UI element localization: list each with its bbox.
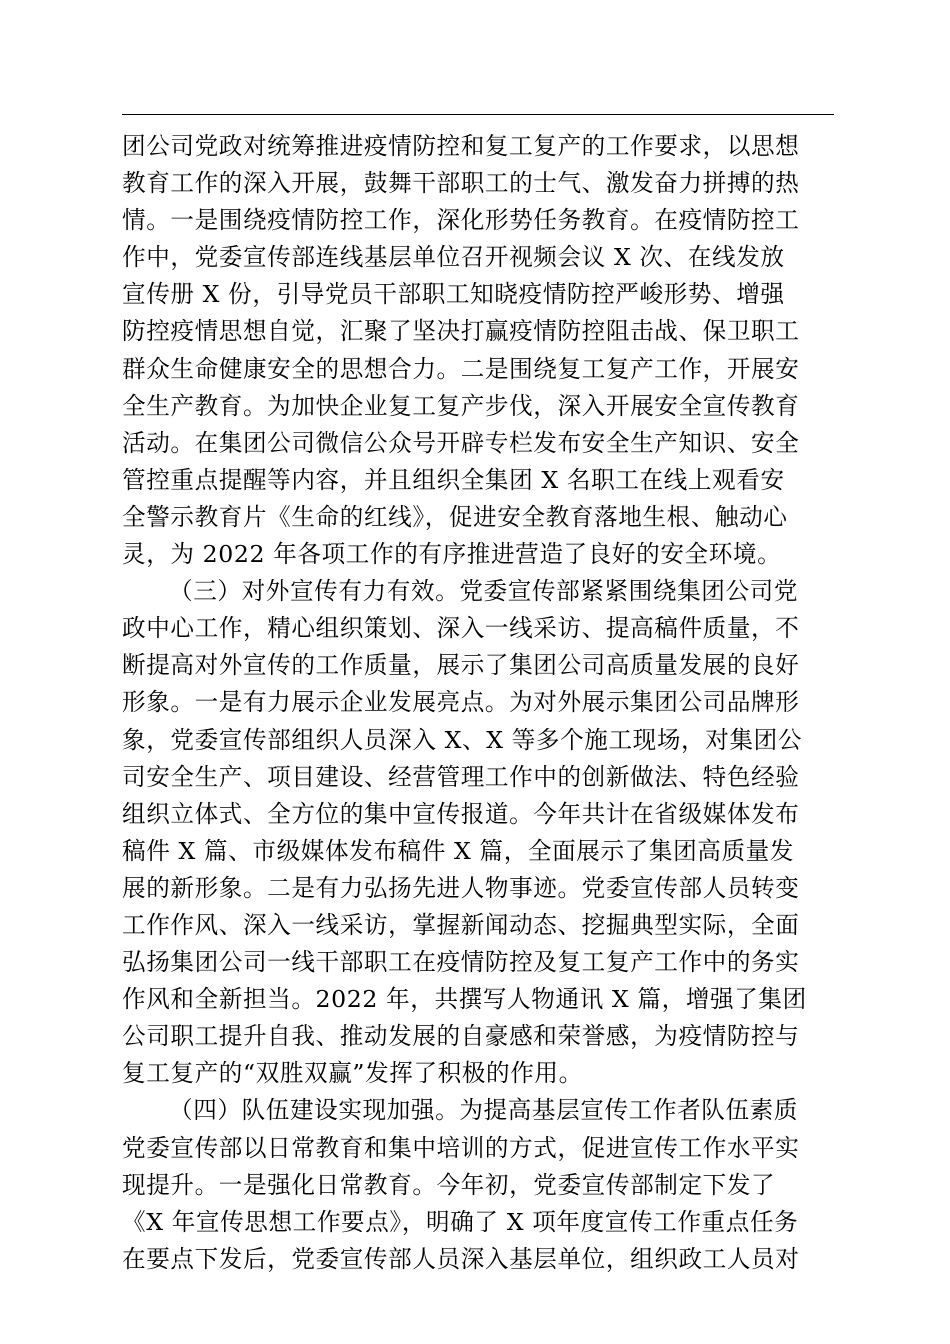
header-rule bbox=[122, 114, 834, 115]
text-line: 复工复产的“双胜双赢”发挥了积极的作用。 bbox=[122, 1059, 583, 1088]
text-line: 活动。在集团公司微信公众号开辟专栏发布安全生产知识、安全 bbox=[122, 428, 800, 457]
text-line: 象，党委宣传部组织人员深入 X、X 等多个施工现场，对集团公 bbox=[122, 725, 803, 754]
text-line: 弘扬集团公司一线干部职工在疫情防控及复工复产工作中的务实 bbox=[122, 948, 800, 977]
text-line: 情。一是围绕疫情防控工作，深化形势任务教育。在疫情防控工 bbox=[122, 206, 800, 235]
text-line: 形象。一是有力展示企业发展亮点。为对外展示集团公司品牌形 bbox=[122, 688, 800, 717]
text-line: 党委宣传部以日常教育和集中培训的方式，促进宣传工作水平实 bbox=[122, 1133, 800, 1162]
text-line: 作风和全新担当。2022 年，共撰写人物通讯 X 篇，增强了集团 bbox=[122, 985, 807, 1014]
text-line: 群众生命健康安全的思想合力。二是围绕复工复产工作，开展安 bbox=[122, 354, 800, 383]
text-line: 防控疫情思想自觉，汇聚了坚决打赢疫情防控阻击战、保卫职工 bbox=[122, 317, 800, 346]
text-line: 展的新形象。二是有力弘扬先进人物事迹。党委宣传部人员转变 bbox=[122, 873, 800, 902]
text-line: 作中，党委宣传部连线基层单位召开视频会议 X 次、在线发放 bbox=[122, 243, 785, 272]
text-line: （四）队伍建设实现加强。为提高基层宣传工作者队伍素质 bbox=[169, 1096, 799, 1125]
text-line: （三）对外宣传有力有效。党委宣传部紧紧围绕集团公司党 bbox=[169, 577, 799, 606]
text-line: 组织立体式、全方位的集中宣传报道。今年共计在省级媒体发布 bbox=[122, 799, 800, 828]
text-line: 司安全生产、项目建设、经营管理工作中的创新做法、特色经验 bbox=[122, 762, 800, 791]
text-line: 稿件 X 篇、市级媒体发布稿件 X 篇，全面展示了集团高质量发 bbox=[122, 836, 795, 865]
text-line: 在要点下发后，党委宣传部人员深入基层单位，组织政工人员对 bbox=[122, 1244, 800, 1273]
text-line: 团公司党政对统筹推进疫情防控和复工复产的工作要求，以思想 bbox=[122, 132, 800, 160]
text-line: 全生产教育。为加快企业复工复产步伐，深入开展安全宣传教育 bbox=[122, 391, 800, 420]
text-line: 管控重点提醒等内容，并且组织全集团 X 名职工在线上观看安 bbox=[122, 465, 785, 494]
text-line: 《X 年宣传思想工作要点》，明确了 X 项年度宣传工作重点任务 bbox=[122, 1207, 799, 1236]
text-line: 全警示教育片《生命的红线》，促进安全教育落地生根、触动心 bbox=[122, 502, 788, 531]
text-line: 断提高对外宣传的工作质量，展示了集团公司高质量发展的良好 bbox=[122, 651, 800, 680]
text-line: 宣传册 X 份，引导党员干部职工知晓疫情防控严峻形势、增强 bbox=[122, 280, 785, 309]
text-line: 公司职工提升自我、推动发展的自豪感和荣誉感，为疫情防控与 bbox=[122, 1022, 800, 1051]
text-line: 教育工作的深入开展，鼓舞干部职工的士气、激发奋力拼搏的热 bbox=[122, 169, 800, 198]
body-text bbox=[122, 128, 838, 1278]
text-line: 灵，为 2022 年各项工作的有序推进营造了良好的安全环境。 bbox=[122, 540, 782, 569]
text-line: 工作作风、深入一线采访，掌握新闻动态、挖掘典型实际，全面 bbox=[122, 910, 800, 939]
text-line: 政中心工作，精心组织策划、深入一线采访、提高稿件质量，不 bbox=[122, 614, 800, 643]
text-line: 现提升。一是强化日常教育。今年初，党委宣传部制定下发了 bbox=[122, 1170, 776, 1199]
